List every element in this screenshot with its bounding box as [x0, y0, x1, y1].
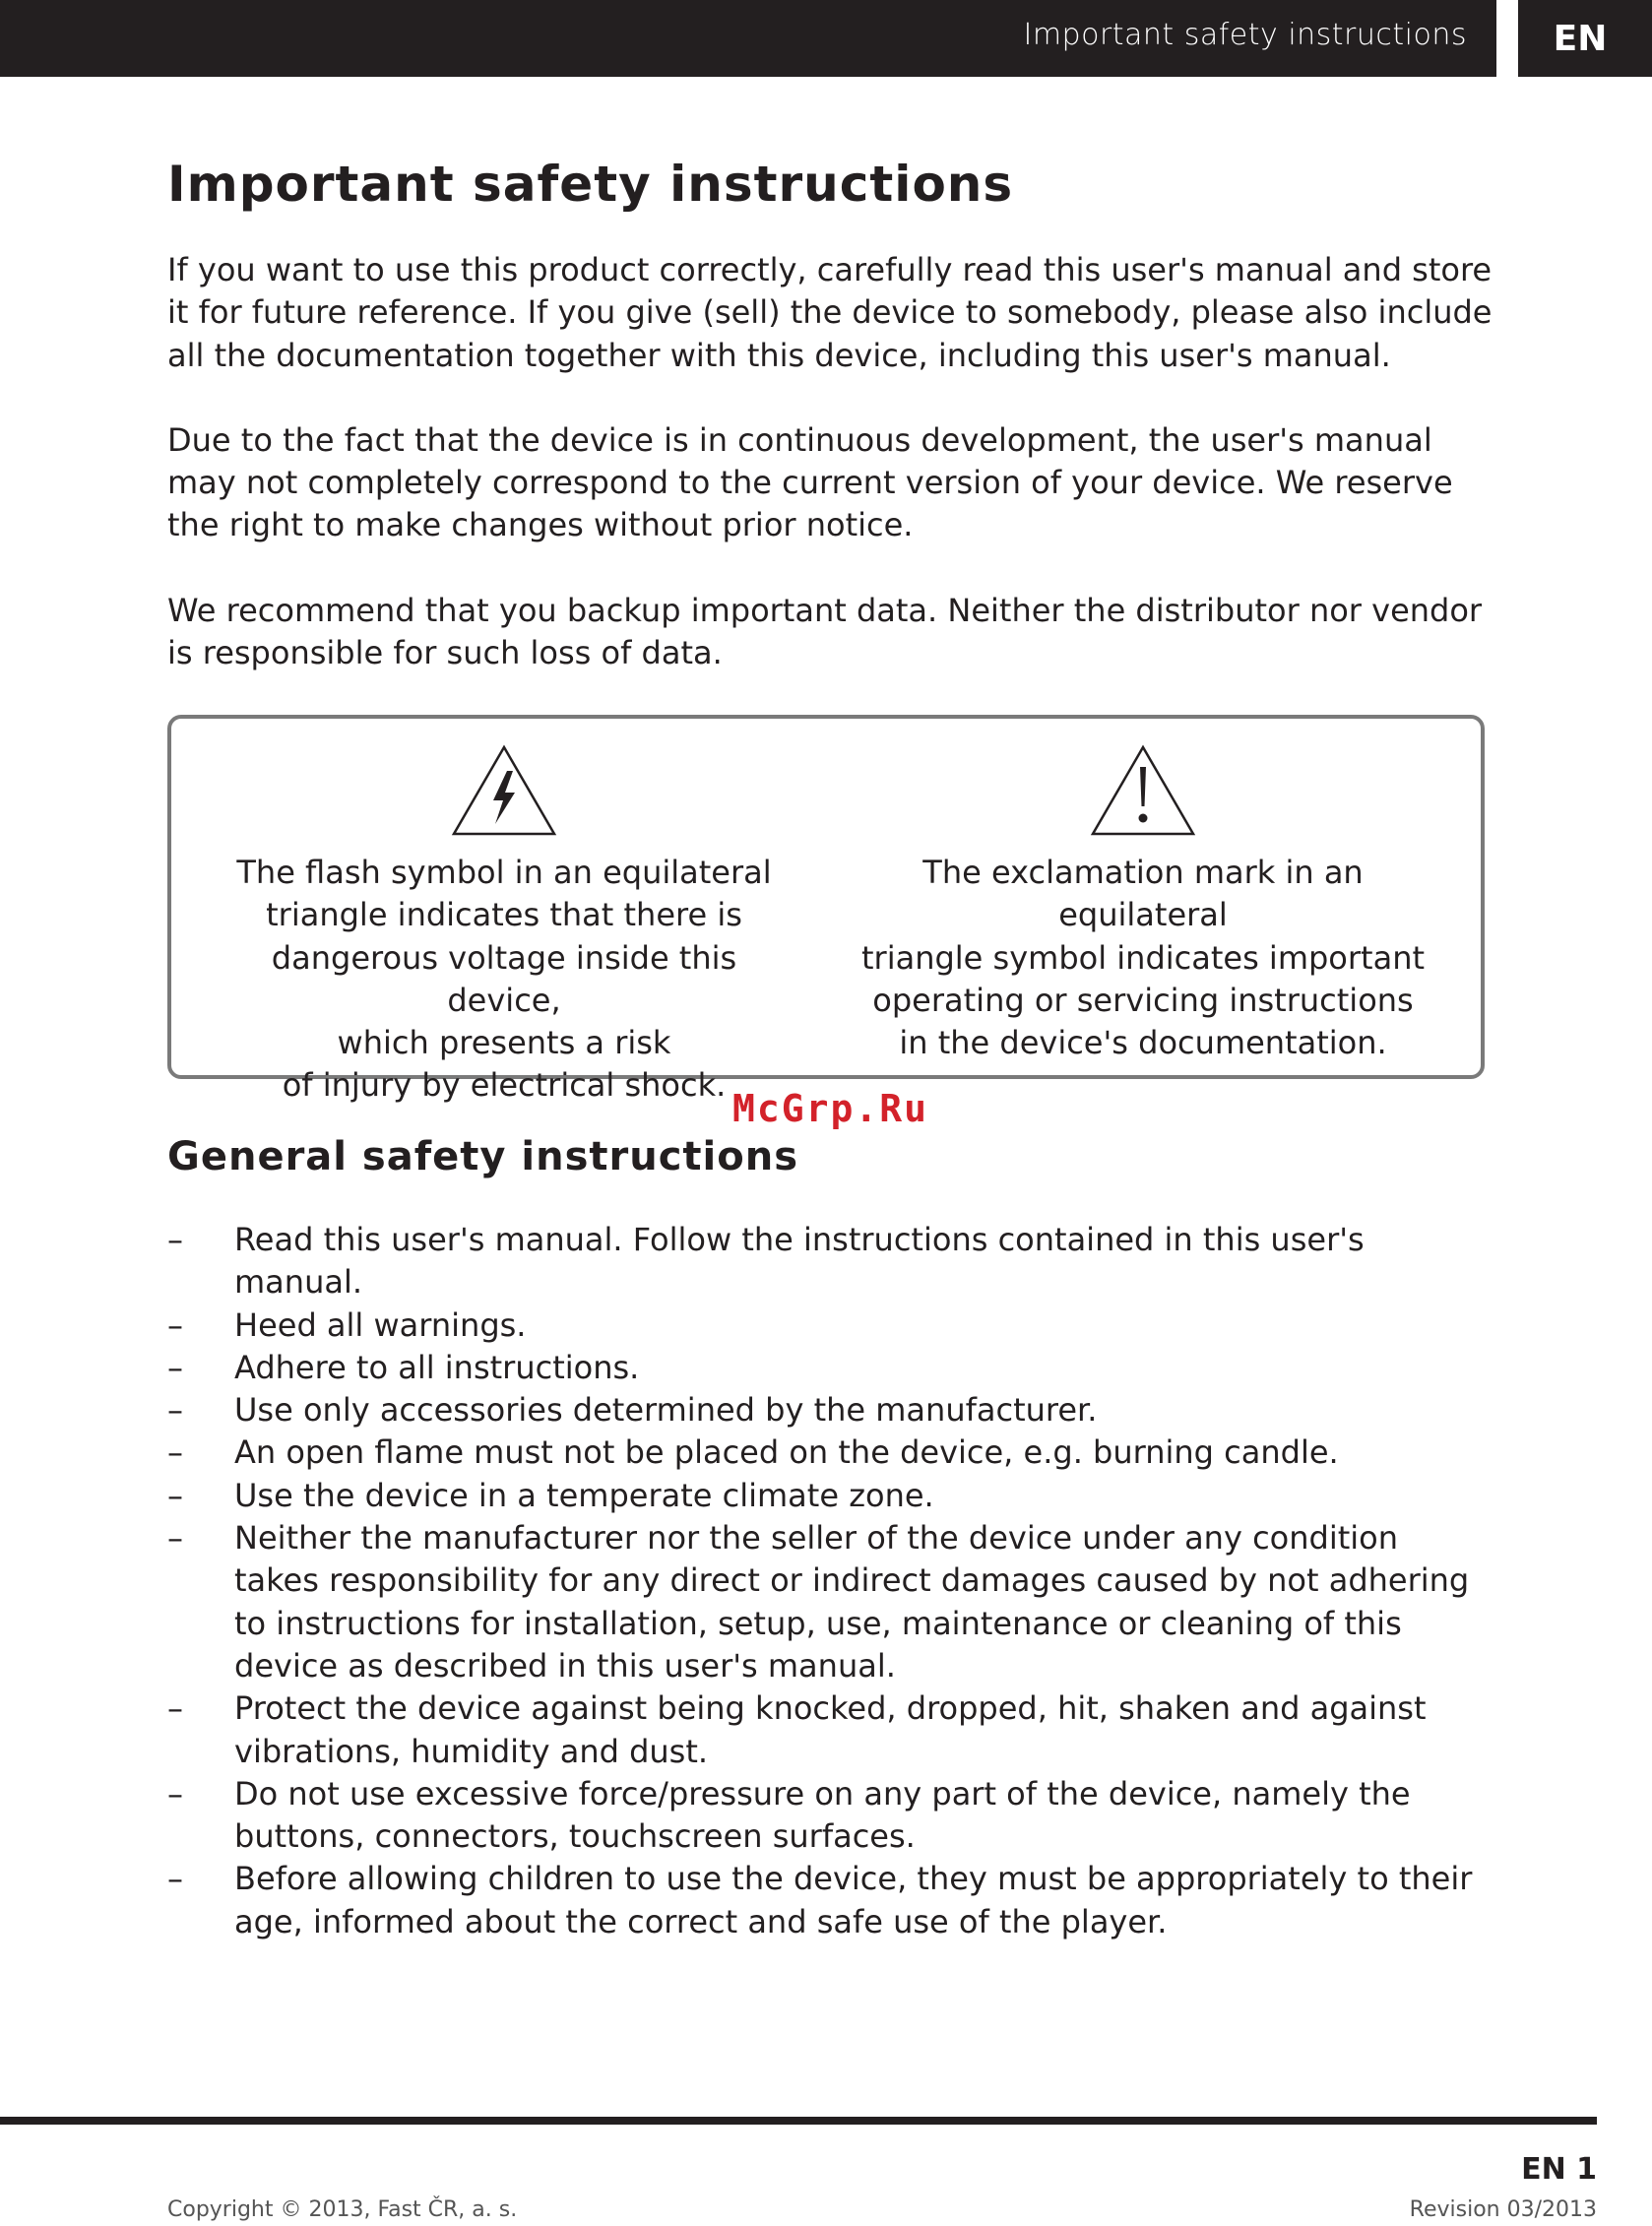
- section-title: General safety instructions: [167, 1134, 799, 1179]
- bullet-dash: –: [167, 1221, 183, 1258]
- list-item: [167, 1773, 1487, 1859]
- watermark-text: McGrp.Ru: [732, 1087, 929, 1130]
- safety-rules-list: [167, 1219, 1487, 1943]
- intro-paragraph: Due to the fact that the device is in continuous development, the user's manual may not completely correspond to the current version of your device. We reserve the right to make changes without prior notice.: [167, 420, 1453, 544]
- header-title: Important safety instructions: [1023, 18, 1467, 52]
- revision-text: Revision 03/2013: [1409, 2197, 1597, 2222]
- list-item: [167, 1475, 1487, 1517]
- list-item: [167, 1517, 1487, 1687]
- copyright-text: Copyright © 2013, Fast ČR, a. s.: [167, 2197, 518, 2222]
- page-title: Important safety instructions: [167, 156, 1014, 213]
- warning-line: The exclamation mark in an equilateral: [922, 854, 1364, 934]
- list-item: [167, 1389, 1487, 1431]
- warning-line: The flash symbol in an equilateral: [236, 854, 772, 891]
- page-number: EN 1: [1521, 2152, 1597, 2187]
- warning-line: dangerous voltage inside this device,: [271, 938, 737, 1019]
- exclamation-warning: [853, 743, 1433, 1064]
- rule-text: Adhere to all instructions.: [234, 1348, 640, 1386]
- footer-divider: [0, 2117, 1597, 2125]
- list-item: [167, 1304, 1487, 1347]
- list-item: [167, 1347, 1487, 1389]
- warning-line: triangle symbol indicates important: [860, 938, 1426, 977]
- flash-warning: [214, 743, 794, 1108]
- header-bar: [0, 0, 1496, 77]
- rule-text: Protect the device against being knocked, dropped, hit, shaken and against vibrations, humidity and dust.: [234, 1689, 1427, 1770]
- list-item: [167, 1431, 1487, 1474]
- flash-warning-icon: [450, 743, 558, 838]
- warning-line: in the device's documentation.: [899, 1024, 1387, 1062]
- bullet-dash: –: [167, 1305, 183, 1344]
- bullet-dash: –: [167, 1860, 183, 1898]
- list-item: [167, 1858, 1487, 1943]
- intro-section: [167, 249, 1506, 717]
- bullet-dash: –: [167, 1476, 183, 1514]
- rule-text: An open flame must not be placed on the device, e.g. burning candle.: [234, 1433, 1339, 1472]
- bullet-dash: –: [167, 1391, 183, 1430]
- list-item: [167, 1687, 1487, 1773]
- bullet-dash: –: [167, 1774, 183, 1813]
- flash-warning-text: [214, 852, 794, 1108]
- warning-line: of injury by electrical shock.: [282, 1066, 727, 1105]
- list-item: [167, 1219, 1487, 1304]
- bullet-dash: –: [167, 1348, 183, 1386]
- warning-symbols-box: [167, 715, 1485, 1105]
- rule-text: Neither the manufacturer nor the seller of the device under any condition takes responsibility for any direct or indirect damages caused by not adhering to instructions for installation, setup, use, maintenance or cleaning of this device as described in this user's manual.: [234, 1519, 1470, 1685]
- language-tab: EN: [1518, 0, 1652, 77]
- bullet-dash: –: [167, 1519, 183, 1558]
- rule-text: Before allowing children to use the device, they must be appropriately to their age, informed about the correct and safe use of the player.: [234, 1860, 1473, 1940]
- rule-text: Use only accessories determined by the manufacturer.: [234, 1391, 1098, 1430]
- intro-paragraph: If you want to use this product correctly, carefully read this user's manual and store it for future reference. If you give (sell) the device to somebody, please also include all the documentation together with this device, including this user's manual.: [167, 251, 1493, 374]
- exclamation-warning-text: [853, 852, 1433, 1064]
- warning-line: which presents a risk: [337, 1024, 671, 1062]
- rule-text: Read this user's manual. Follow the instructions contained in this user's manual.: [234, 1221, 1365, 1302]
- rule-text: Use the device in a temperate climate zone.: [234, 1476, 934, 1514]
- rule-text: Heed all warnings.: [234, 1305, 527, 1344]
- exclamation-warning-icon: [1089, 743, 1197, 838]
- warning-line: triangle indicates that there is: [266, 896, 742, 934]
- bullet-dash: –: [167, 1433, 183, 1472]
- bullet-dash: –: [167, 1689, 183, 1728]
- warning-line: operating or servicing instructions: [872, 981, 1414, 1019]
- intro-paragraph: We recommend that you backup important data. Neither the distributor nor vendor is responsible for such loss of data.: [167, 591, 1483, 672]
- rule-text: Do not use excessive force/pressure on any part of the device, namely the buttons, connectors, touchscreen surfaces.: [234, 1774, 1411, 1856]
